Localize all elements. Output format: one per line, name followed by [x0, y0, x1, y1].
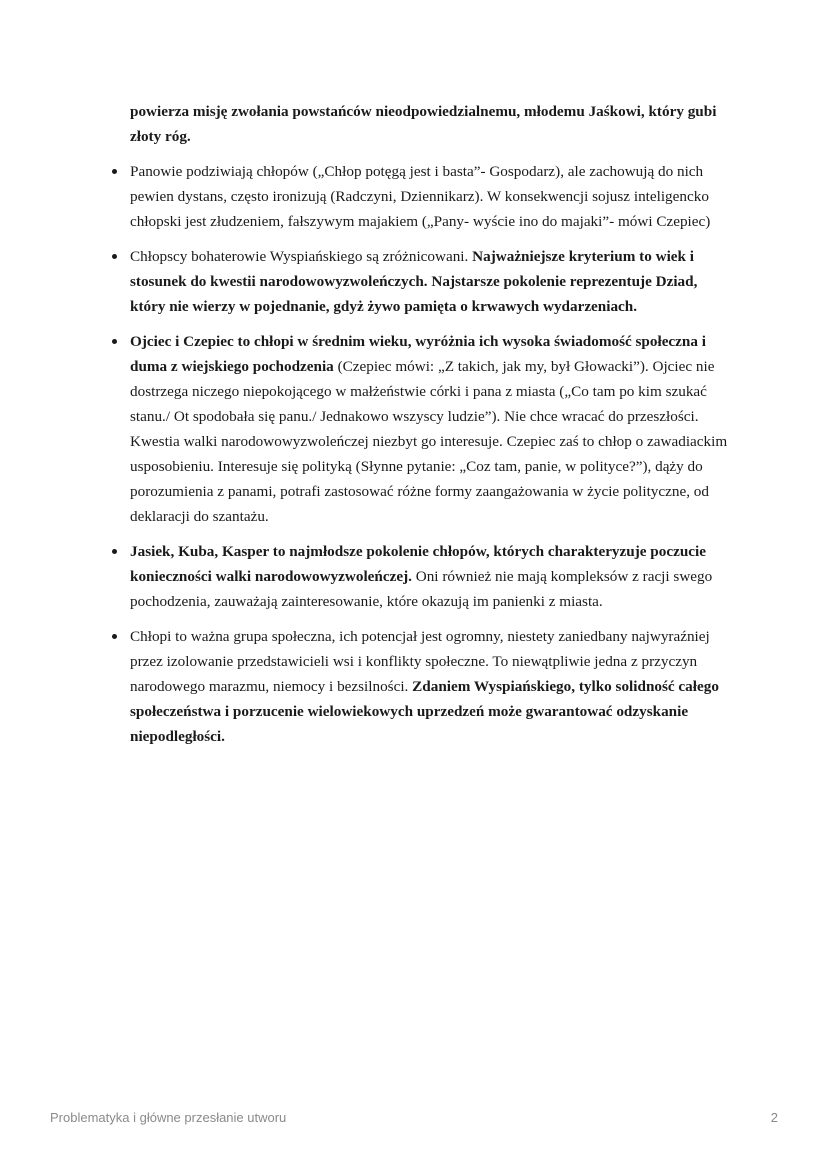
bullet-4-text: Oni również nie mają kompleksów z racji swego pochodzenia, zauważają zainteresowanie, które okazują im panienki z miasta. [130, 568, 713, 610]
document-body [130, 99, 730, 759]
bullet-2-bold-text: Najważniejsze kryterium to wiek i stosunek do kwestii narodowowyzwoleńczych. Najstarsze pokolenie reprezentuje Dziad, który nie wierzy w pojednanie, gdyż żywo pamięta o krwawych wydarzeniach. [130, 248, 698, 315]
bullet-item-5 [130, 624, 730, 749]
bullet-item-4 [130, 539, 730, 614]
bullet-5-text: Chłopi to ważna grupa społeczna, ich potencjał jest ogromny, niestety zaniedbany najwyraźniej przez izolowanie przedstawicieli wsi i konflikty społeczne. To niewątpliwie jedna z przyczyn narodowego marazmu, niemocy i bezsilności. [130, 628, 710, 695]
bullet-dot-icon [112, 549, 117, 554]
bullet-dot-icon [112, 169, 117, 174]
bullet-3-text: (Czepiec mówi: „Z takich, jak my, był Głowacki”). Ojciec nie dostrzega niczego niepokojącego w małżeństwie córki i pana z miasta („Co tam po kim szukać stanu./ Ot spodobała się panu./ Jednakowo wszyscy ludzie”). Nie chce wracać do przeszłości. Kwestia walki narodowowyzwoleńczej niezbyt go interesuje. Czepiec zaś to chłop o zawadiackim usposobieniu. Interesuje się polityką (Słynne pytanie: „Coz tam, panie, w polityce?”), dąży do porozumienia z panami, potrafi zastosować różne formy zaangażowania w życie polityczne, od deklaracji do szantażu. [130, 358, 728, 525]
bullet-4-bold-text: Jasiek, Kuba, Kasper to najmłodsze pokolenie chłopów, których charakteryzuje poczucie konieczności walki narodowowyzwoleńczej. [130, 543, 706, 585]
bullet-5-bold-text: Zdaniem Wyspiańskiego, tylko solidność całego społeczeństwa i porzucenie wielowiekowych uprzedzeń może gwarantować odzyskanie niepodległości. [130, 678, 719, 745]
bullet-dot-icon [112, 339, 117, 344]
bullet-2-text: Chłopscy bohaterowie Wyspiańskiego są zróżnicowani. [130, 248, 473, 265]
bullet-1-text: Panowie podziwiają chłopów („Chłop potęgą jest i basta”- Gospodarz), ale zachowują do nich pewien dystans, często ironizują (Radczyni, Dziennikarz). W konsekwencji sojusz inteligencko chłopski jest złudzeniem, fałszywym majakiem („Pany- wyście ino do majaki”- mówi Czepiec) [130, 163, 711, 230]
bullet-dot-icon [112, 634, 117, 639]
lead-bold-text: powierza misję zwołania powstańców nieodpowiedzialnemu, młodemu Jaśkowi, który gubi złoty róg. [130, 103, 717, 145]
bullet-3-bold-text: Ojciec i Czepiec to chłopi w średnim wieku, wyróżnia ich wysoka świadomość społeczna i duma z wiejskiego pochodzenia [130, 333, 706, 375]
footer-title: Problematyka i główne przesłanie utworu [50, 1110, 287, 1125]
bullet-dot-icon [112, 254, 117, 259]
lead-paragraph [130, 99, 730, 149]
bullet-list [130, 159, 730, 749]
page-number: 2 [770, 1110, 778, 1125]
bullet-item-1 [130, 159, 730, 234]
bullet-item-3 [130, 329, 730, 529]
bullet-item-2 [130, 244, 730, 319]
